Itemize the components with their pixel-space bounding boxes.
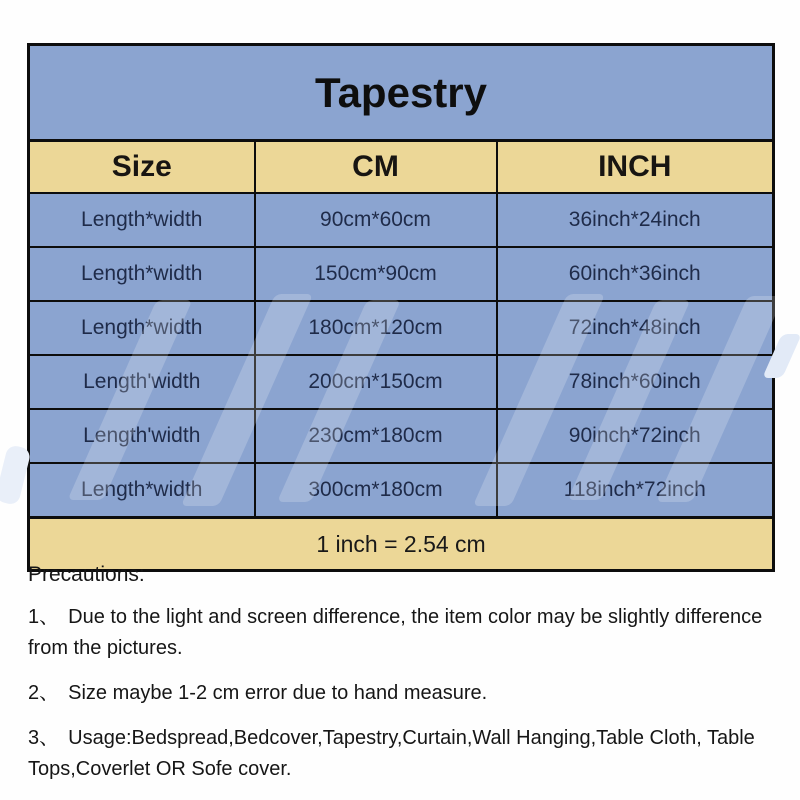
col-header-cm: CM bbox=[255, 141, 497, 194]
cell-inch-value: 78inch*60inch bbox=[497, 355, 774, 409]
precaution-item-3 bbox=[28, 723, 772, 785]
col-header-size: Size bbox=[29, 141, 255, 194]
table-row bbox=[29, 247, 774, 301]
unit-conversion-note: 1 inch = 2.54 cm bbox=[29, 518, 774, 571]
cell-cm-value: 150cm*90cm bbox=[255, 247, 497, 301]
cell-inch-value: 118inch*72inch bbox=[497, 463, 774, 518]
table-title: Tapestry bbox=[29, 45, 774, 141]
item-number: 1、 bbox=[28, 606, 60, 628]
cell-inch-value: 72inch*48inch bbox=[497, 301, 774, 355]
precautions-heading: Precautions: bbox=[28, 563, 145, 586]
cell-size-label: Length*width bbox=[29, 247, 255, 301]
size-table bbox=[27, 43, 775, 572]
table-row bbox=[29, 409, 774, 463]
cell-inch-value: 90inch*72inch bbox=[497, 409, 774, 463]
cell-inch-value: 60inch*36inch bbox=[497, 247, 774, 301]
cell-size-label: Length*width bbox=[29, 193, 255, 247]
cell-cm-value: 230cm*180cm bbox=[255, 409, 497, 463]
item-number: 3、 bbox=[28, 727, 60, 749]
cell-cm-value: 300cm*180cm bbox=[255, 463, 497, 518]
table-row bbox=[29, 301, 774, 355]
item-text: Due to the light and screen difference, the item color may be slightly difference from the pictures. bbox=[28, 606, 763, 659]
precaution-item-1 bbox=[28, 602, 772, 664]
table-row bbox=[29, 355, 774, 409]
cell-cm-value: 180cm*120cm bbox=[255, 301, 497, 355]
table-row bbox=[29, 463, 774, 518]
item-text: Size maybe 1-2 cm error due to hand measure. bbox=[68, 682, 488, 704]
item-text: Usage:Bedspread,Bedcover,Tapestry,Curtain,Wall Hanging,Table Cloth, Table Tops,Coverlet OR Sofe cover. bbox=[28, 727, 755, 780]
precaution-item-2 bbox=[28, 678, 772, 709]
cell-cm-value: 200cm*150cm bbox=[255, 355, 497, 409]
cell-size-label: Length*width bbox=[29, 301, 255, 355]
item-number: 2、 bbox=[28, 682, 60, 704]
cell-size-label: Length*width bbox=[29, 463, 255, 518]
cell-inch-value: 36inch*24inch bbox=[497, 193, 774, 247]
table-header-row bbox=[29, 141, 774, 194]
col-header-inch: INCH bbox=[497, 141, 774, 194]
cell-cm-value: 90cm*60cm bbox=[255, 193, 497, 247]
cell-size-label: Length'width bbox=[29, 409, 255, 463]
table-row bbox=[29, 193, 774, 247]
cell-size-label: Length'width bbox=[29, 355, 255, 409]
table-title-row bbox=[29, 45, 774, 141]
precautions-section bbox=[28, 562, 772, 785]
